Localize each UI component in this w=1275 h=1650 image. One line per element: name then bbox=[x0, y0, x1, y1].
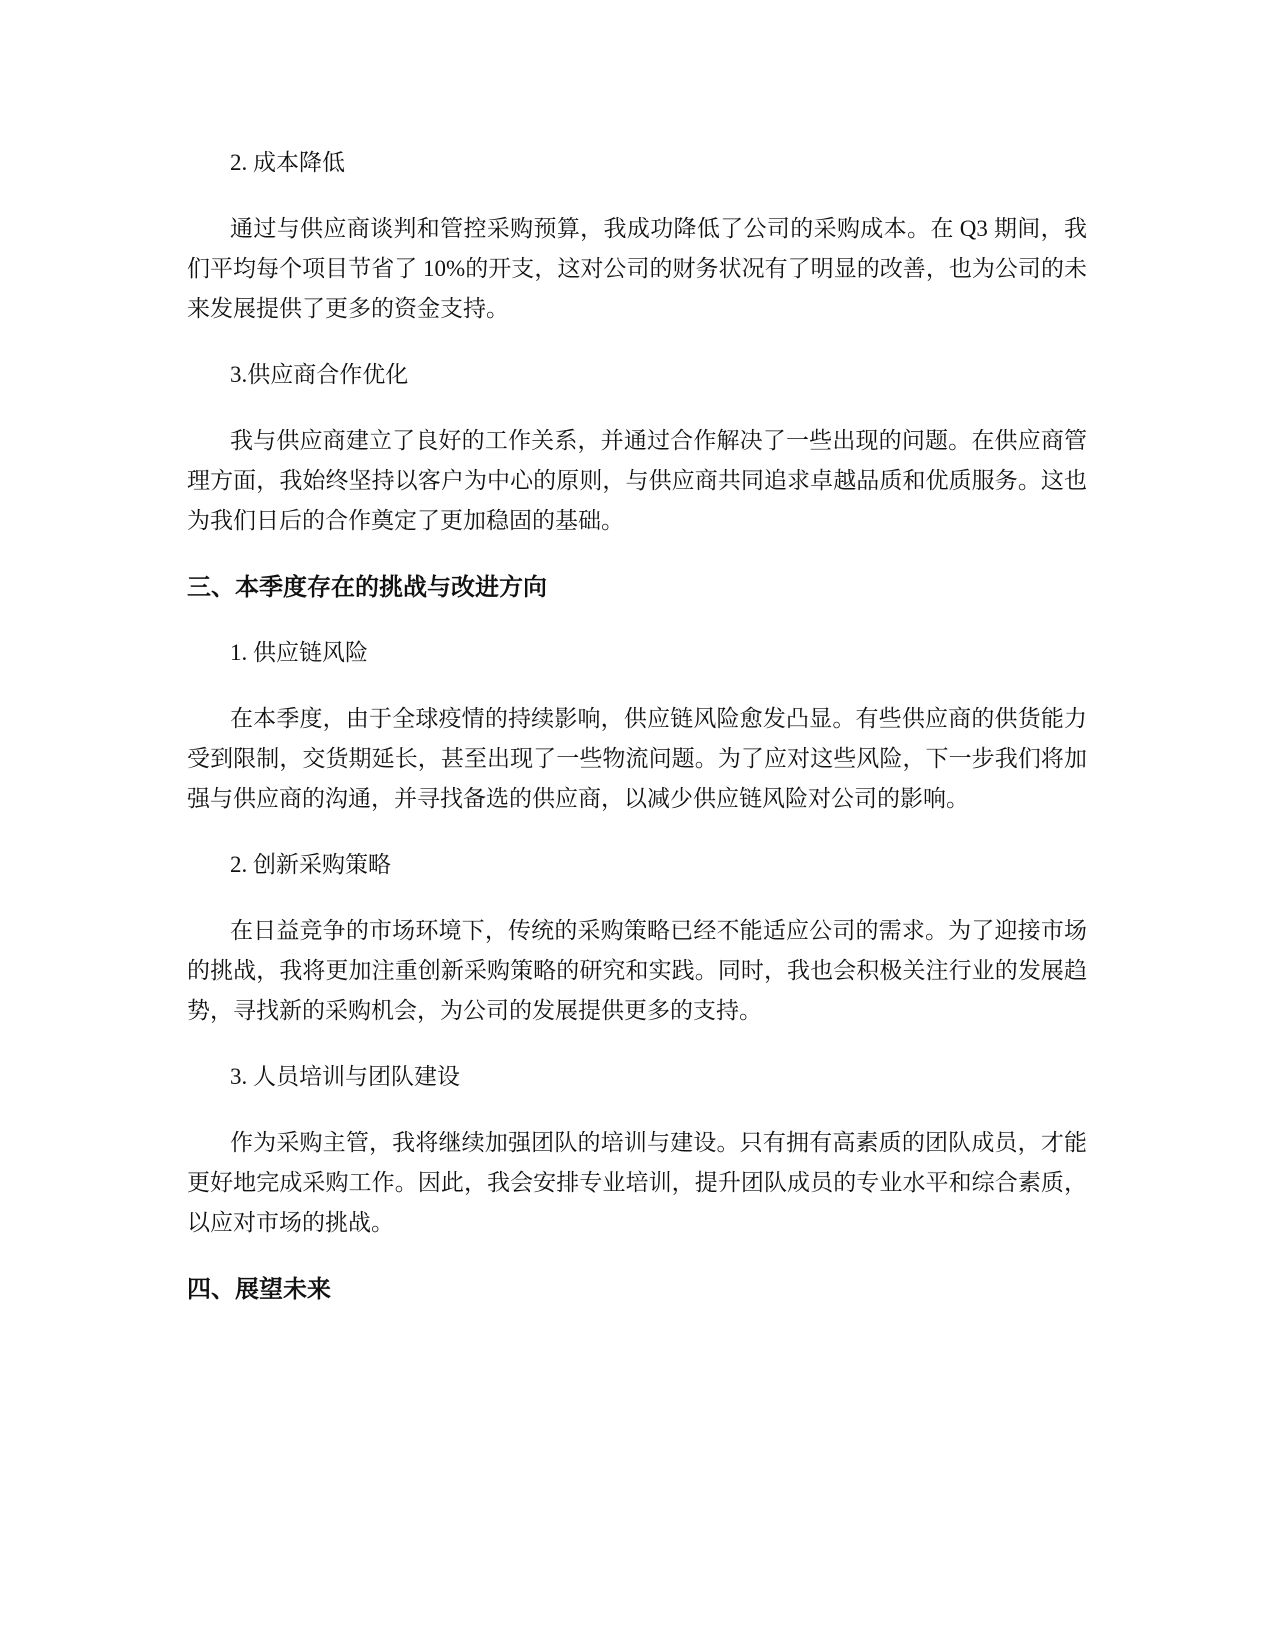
paragraph-training-teambuilding: 作为采购主管，我将继续加强团队的培训与建设。只有拥有高素质的团队成员，才能更好地完成采购工作。因此，我会安排专业培训，提升团队成员的专业水平和综合素质，以应对市场的挑战。 bbox=[187, 1130, 1087, 1235]
document-body bbox=[187, 143, 1087, 1335]
subhead-innovative-strategy: 2. 创新采购策略 bbox=[230, 852, 391, 877]
paragraph-innovative-strategy: 在日益竞争的市场环境下，传统的采购策略已经不能适应公司的需求。为了迎接市场的挑战，我将更加注重创新采购策略的研究和实践。同时，我也会积极关注行业的发展趋势，寻找新的采购机会，为公司的发展提供更多的支持。 bbox=[187, 918, 1087, 1023]
subhead-supply-chain-risk: 1. 供应链风险 bbox=[230, 640, 368, 665]
section-heading-outlook: 四、展望未来 bbox=[187, 1275, 331, 1303]
subhead-cost-reduction: 2. 成本降低 bbox=[230, 150, 345, 175]
paragraph-cost-reduction: 通过与供应商谈判和管控采购预算，我成功降低了公司的采购成本。在 Q3 期间，我们平均每个项目节省了 10%的开支，这对公司的财务状况有了明显的改善，也为公司的未来发展提供了更多的资金支持。 bbox=[187, 216, 1087, 321]
section-heading-challenges: 三、本季度存在的挑战与改进方向 bbox=[187, 573, 547, 601]
paragraph-supplier-cooperation: 我与供应商建立了良好的工作关系，并通过合作解决了一些出现的问题。在供应商管理方面，我始终坚持以客户为中心的原则，与供应商共同追求卓越品质和优质服务。这也为我们日后的合作奠定了更加稳固的基础。 bbox=[187, 428, 1087, 533]
subhead-supplier-cooperation: 3.供应商合作优化 bbox=[230, 362, 409, 387]
subhead-training-teambuilding: 3. 人员培训与团队建设 bbox=[230, 1064, 460, 1089]
paragraph-supply-chain-risk: 在本季度，由于全球疫情的持续影响，供应链风险愈发凸显。有些供应商的供货能力受到限制，交货期延长，甚至出现了一些物流问题。为了应对这些风险，下一步我们将加强与供应商的沟通，并寻找备选的供应商，以减少供应链风险对公司的影响。 bbox=[187, 706, 1087, 811]
